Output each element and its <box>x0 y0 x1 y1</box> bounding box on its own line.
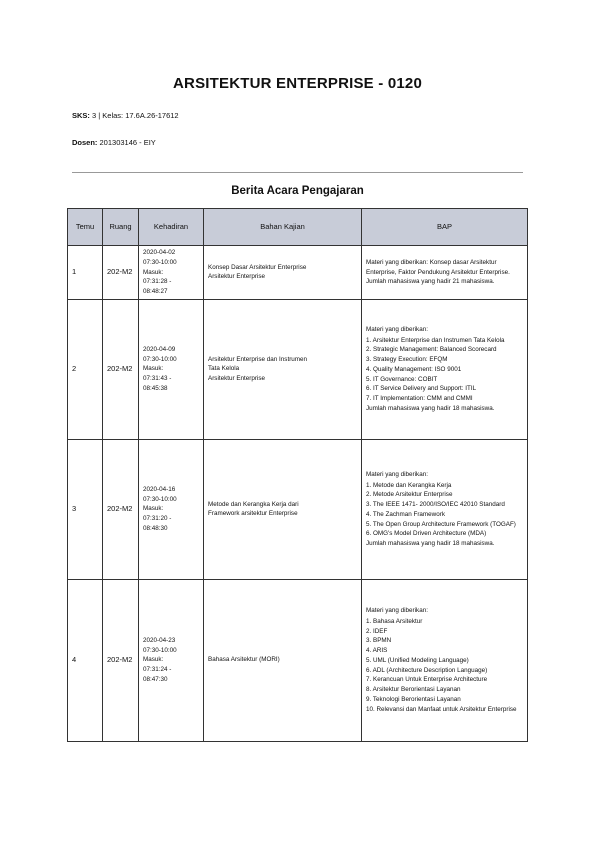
bap-item: 10. Relevansi dan Manfaat untuk Arsitektur Enterprise <box>366 705 517 713</box>
sks-label: SKS: <box>72 111 90 120</box>
dosen-label: Dosen: <box>72 138 98 147</box>
header-temu: Temu <box>68 209 103 246</box>
bap-item: 7. Kerancuan Untuk Enterprise Architecture <box>366 676 488 684</box>
sks-class-value: 3 | Kelas: 17.6A.26-17612 <box>89 111 179 120</box>
bap-item: 5. UML (Unified Modeling Language) <box>366 656 469 664</box>
cell-kehadiran <box>139 246 204 300</box>
kehadiran-out: 08:48:27 <box>143 288 168 295</box>
bap-item: 4. ARIS <box>366 647 388 655</box>
bap-footer: Jumlah mahasiswa yang hadir 18 mahasiswa. <box>366 404 495 412</box>
cell-kehadiran <box>139 439 204 579</box>
bahan-line: Arsitektur Enterprise <box>208 375 266 383</box>
teaching-report-table <box>67 208 528 742</box>
bap-item: 6. IT Service Delivery and Support: ITIL <box>366 385 477 393</box>
bap-item: 2. Metode Arsitektur Enterprise <box>366 491 453 499</box>
bap-intro: Materi yang diberikan: <box>366 470 428 478</box>
cell-temu: 2 <box>68 299 103 439</box>
bahan-line: Metode dan Kerangka Kerja dari <box>208 500 299 508</box>
kehadiran-in: 07:31:20 - <box>143 515 172 523</box>
kehadiran-label: Masuk: <box>143 656 164 664</box>
kehadiran-out: 08:48:30 <box>143 524 168 532</box>
table-header-row <box>68 209 528 246</box>
cell-temu: 1 <box>68 246 103 300</box>
cell-bahan-kajian <box>204 439 362 579</box>
bahan-line: Bahasa Arsitektur (MORI) <box>208 656 280 664</box>
bap-item: 5. The Open Group Architecture Framework (TOGAF) <box>366 520 516 528</box>
kehadiran-time: 07:30-10:00 <box>143 646 177 654</box>
cell-temu: 3 <box>68 439 103 579</box>
table-row <box>68 299 528 439</box>
kehadiran-label: Masuk: <box>143 268 164 276</box>
header-kehadiran: Kehadiran <box>139 209 204 246</box>
cell-kehadiran <box>139 299 204 439</box>
bahan-line: Arsitektur Enterprise dan Instrumen <box>208 355 308 363</box>
cell-bahan-kajian <box>204 246 362 300</box>
bahan-line: Konsep Dasar Arsitektur Enterprise <box>208 263 307 271</box>
bap-item: 7. IT Implementation: CMM and CMMI <box>366 395 473 403</box>
cell-bap <box>362 579 528 741</box>
kehadiran-date: 2020-04-02 <box>143 249 176 256</box>
bap-item: 4. The Zachman Framework <box>366 510 445 518</box>
bap-text: Materi yang diberikan: Konsep dasar Arsitektur Enterprise, Faktor Pendukung Arsitektur Enterprise. Jumlah mahasiswa yang hadir 21 mahasiswa. <box>366 258 510 286</box>
bap-item: 3. The IEEE 1471- 2000/ISO/IEC 42010 Standard <box>366 501 505 508</box>
bap-item: 3. BPMN <box>366 637 392 645</box>
bap-item: 4. Quality Management: ISO 9001 <box>366 365 462 373</box>
kehadiran-date: 2020-04-09 <box>143 345 176 353</box>
dosen-value: 201303146 - EIY <box>97 138 156 147</box>
cell-ruang: 202-M2 <box>103 579 139 741</box>
cell-bahan-kajian <box>204 299 362 439</box>
section-title: Berita Acara Pengajaran <box>231 185 364 197</box>
bahan-line: Tata Kelola <box>208 365 240 373</box>
header-ruang: Ruang <box>103 209 139 246</box>
kehadiran-time: 07:30-10:00 <box>143 495 177 503</box>
bap-item: 1. Metode dan Kerangka Kerja <box>366 481 452 489</box>
bap-item: 6. OMG's Model Driven Architecture (MDA) <box>366 530 487 538</box>
bahan-line: Arsitektur Enterprise <box>208 273 266 281</box>
bap-footer: Jumlah mahasiswa yang hadir 18 mahasiswa. <box>366 540 495 547</box>
bap-intro: Materi yang diberikan: <box>366 607 428 615</box>
kehadiran-time: 07:30-10:00 <box>143 258 177 266</box>
cell-temu: 4 <box>68 579 103 741</box>
kehadiran-date: 2020-04-23 <box>143 636 176 644</box>
bap-intro: Materi yang diberikan: <box>366 325 428 333</box>
cell-bap <box>362 246 528 300</box>
kehadiran-label: Masuk: <box>143 505 164 513</box>
kehadiran-in: 07:31:24 - <box>143 666 172 674</box>
bap-item: 5. IT Governance: COBIT <box>366 375 438 383</box>
bap-item: 1. Arsitektur Enterprise dan Instrumen Tata Kelola <box>366 336 505 344</box>
kehadiran-label: Masuk: <box>143 365 164 373</box>
bahan-line: Framework arsitektur Enterprise <box>208 510 298 518</box>
cell-ruang: 202-M2 <box>103 246 139 300</box>
kehadiran-time: 07:30-10:00 <box>143 355 177 363</box>
table-row <box>68 439 528 579</box>
bap-item: 1. Bahasa Arsitektur <box>366 617 423 625</box>
divider <box>72 172 523 173</box>
table-row <box>68 246 528 300</box>
kehadiran-out: 08:47:30 <box>143 675 168 683</box>
course-info <box>72 111 179 120</box>
header-bahan-kajian: Bahan Kajian <box>204 209 362 246</box>
cell-ruang: 202-M2 <box>103 299 139 439</box>
kehadiran-in: 07:31:28 - <box>143 278 172 286</box>
bap-item: 2. IDEF <box>366 627 388 635</box>
table-row <box>68 579 528 741</box>
cell-ruang: 202-M2 <box>103 439 139 579</box>
bap-item: 9. Teknologi Berorientasi Layanan <box>366 695 461 703</box>
kehadiran-out: 08:45:38 <box>143 384 168 392</box>
cell-bap <box>362 299 528 439</box>
cell-bahan-kajian <box>204 579 362 741</box>
cell-bap <box>362 439 528 579</box>
bap-item: 8. Arsitektur Berorientasi Layanan <box>366 686 461 694</box>
lecturer-info <box>72 138 156 147</box>
bap-item: 6. ADL (Architecture Description Language) <box>366 666 488 674</box>
page-title: ARSITEKTUR ENTERPRISE - 0120 <box>173 75 422 92</box>
kehadiran-date: 2020-04-16 <box>143 485 176 493</box>
bap-item: 3. Strategy Execution: EFQM <box>366 356 448 364</box>
header-bap: BAP <box>362 209 528 246</box>
bap-item: 2. Strategic Management: Balanced Scorecard <box>366 346 497 354</box>
cell-kehadiran <box>139 579 204 741</box>
kehadiran-in: 07:31:43 - <box>143 375 172 383</box>
